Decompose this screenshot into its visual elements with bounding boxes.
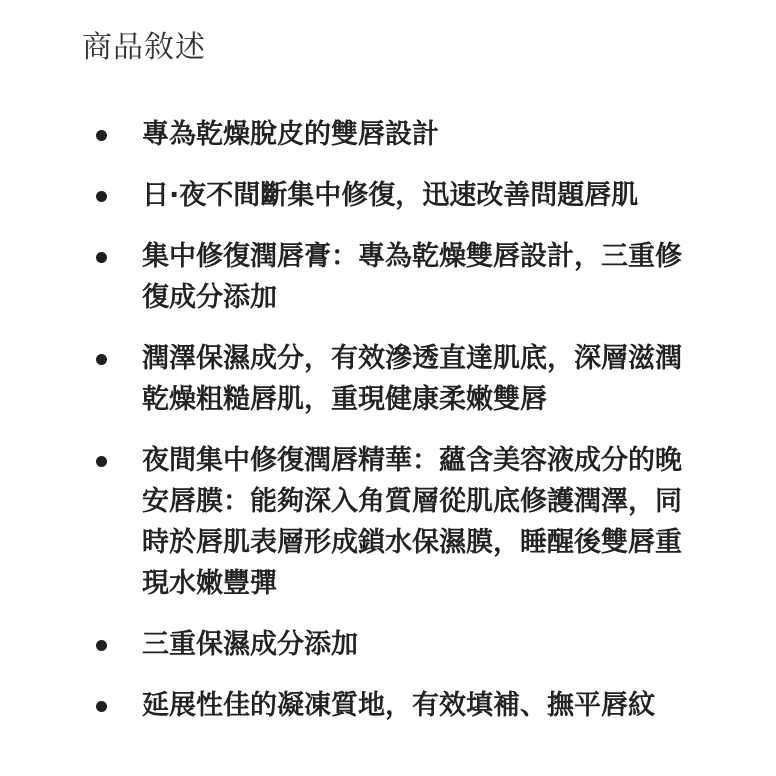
feature-text: 專為乾燥脫皮的雙唇設計 [142, 119, 439, 150]
feature-item-6 [0, 624, 776, 665]
bullet-icon [96, 130, 107, 141]
feature-list [0, 114, 776, 746]
feature-item-2 [0, 175, 776, 216]
bullet-icon [96, 640, 107, 651]
feature-text: 集中修復潤唇膏：專為乾燥雙唇設計，三重修復成分添加 [142, 241, 682, 313]
feature-item-1 [0, 114, 776, 155]
feature-item-4 [0, 338, 776, 420]
feature-text: 延展性佳的凝凍質地，有效填補、撫平唇紋 [142, 690, 655, 721]
bullet-icon [96, 191, 107, 202]
feature-text: 潤澤保濕成分，有效滲透直達肌底，深層滋潤乾燥粗糙唇肌，重現健康柔嫩雙唇 [142, 343, 682, 415]
bullet-icon [96, 354, 107, 365]
feature-item-5 [0, 440, 776, 604]
feature-text: 三重保濕成分添加 [142, 629, 358, 660]
feature-text: 日·夜不間斷集中修復，迅速改善問題唇肌 [142, 180, 639, 211]
feature-item-7 [0, 685, 776, 726]
bullet-icon [96, 456, 107, 467]
bullet-icon [96, 252, 107, 263]
feature-item-3 [0, 236, 776, 318]
feature-text: 夜間集中修復潤唇精華：蘊含美容液成分的晚安唇膜：能夠深入角質層從肌底修護潤澤，同時於唇肌表層形成鎖水保濕膜，睡醒後雙唇重現水嫩豐彈 [142, 445, 682, 599]
bullet-icon [96, 701, 107, 712]
section-title: 商品敘述 [82, 30, 206, 65]
